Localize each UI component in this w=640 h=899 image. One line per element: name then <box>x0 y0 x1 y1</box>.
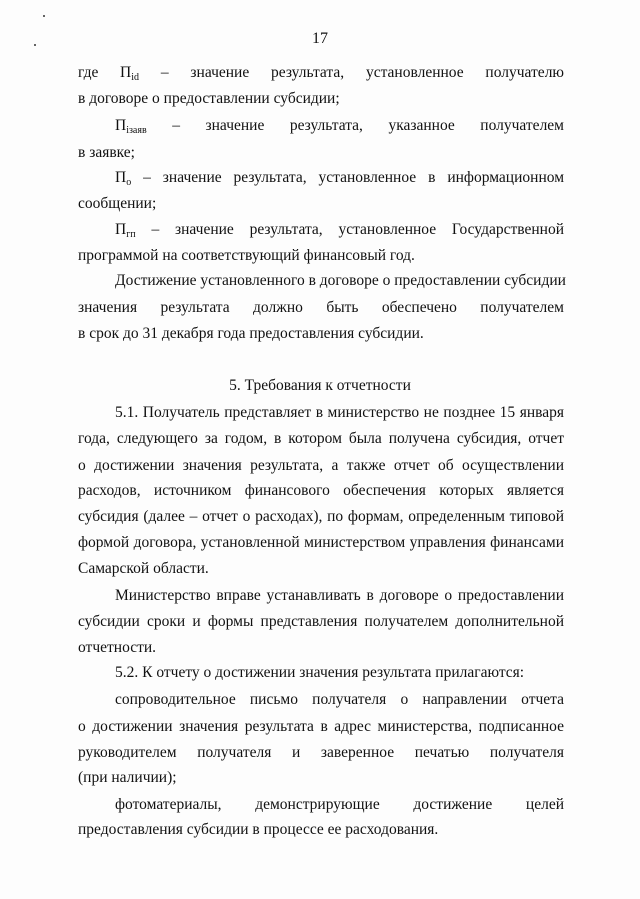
letter-line1: сопроводительное письмо получателя о направлении отчета <box>115 691 564 708</box>
photo-line1: фотоматериалы, демонстрирующие достижение целей <box>115 796 564 813</box>
para-5-1-line1: 5.1. Получатель представляет в министерство не позднее 15 января <box>115 404 564 421</box>
letter-line4: (при наличии); <box>78 769 177 786</box>
page-number: 17 <box>312 30 328 47</box>
definition-3-line1 <box>115 168 564 188</box>
ministry-line2: субсидии сроки и формы представления получателем дополнительной <box>78 613 564 630</box>
letter-line3: руководителем получателя и заверенное печатью получателя <box>78 744 564 761</box>
achievement-line2: значения результата должно быть обеспечено получателем <box>78 299 564 316</box>
symbol: П <box>115 221 127 238</box>
para-5-1-line4: расходов, источником финансового обеспечения которых является <box>78 482 564 499</box>
para-5-1-line6: формой договора, установленной министерством управления финансами <box>78 534 564 551</box>
symbol: П <box>115 169 127 186</box>
definition-3-line2: сообщении; <box>78 195 157 212</box>
para-5-1-line5: субсидия (далее – отчет о расходах), по формам, определенным типовой <box>78 508 564 525</box>
definition-text: – значение результата, установленное получателю <box>160 64 565 81</box>
definition-text: – значение результата, установленное Государственной <box>151 221 564 238</box>
achievement-line3: в срок до 31 декабря года предоставления субсидии. <box>78 325 424 342</box>
symbol-sub: гп <box>126 229 136 240</box>
definition-2-line1 <box>115 116 564 136</box>
ministry-line1: Министерство вправе устанавливать в договоре о предоставлении <box>115 587 564 604</box>
para-5-1-line3: о достижении значения результата, а также отчет об осуществлении <box>78 457 564 474</box>
symbol: П <box>115 117 127 134</box>
symbol-sub: id <box>131 72 139 83</box>
section-title: 5. Требования к отчетности <box>229 377 411 394</box>
definition-2-line2: в заявке; <box>78 144 135 161</box>
definition-1-line1 <box>120 63 564 83</box>
definition-1-line2: в договоре о предоставлении субсидии; <box>78 90 340 107</box>
definition-4-line2: программой на соответствующий финансовый год. <box>78 247 415 264</box>
para-5-1-line7: Самарской области. <box>78 560 209 577</box>
where-word: где <box>78 64 99 81</box>
definition-text: – значение результата, указанное получателем <box>172 117 564 134</box>
symbol-sub: iзаяв <box>126 125 147 136</box>
ministry-line3: отчетности. <box>78 639 157 656</box>
para-5-2: 5.2. К отчету о достижении значения результата прилагаются: <box>115 664 525 681</box>
para-5-1-line2: года, следующего за годом, в котором была получена субсидия, отчет <box>78 430 564 447</box>
symbol-sub: о <box>126 177 132 188</box>
letter-line2: о достижении значения результата в адрес министерства, подписанное <box>78 718 564 735</box>
photo-line2: предоставления субсидии в процессе ее расходования. <box>78 821 439 838</box>
definition-text: – значение результата, установленное в информационном <box>143 169 564 186</box>
definition-4-line1 <box>115 220 564 240</box>
achievement-line1: Достижение установленного в договоре о предоставлении субсидии <box>115 272 566 289</box>
scan-speck <box>43 15 45 17</box>
symbol: П <box>120 64 132 81</box>
